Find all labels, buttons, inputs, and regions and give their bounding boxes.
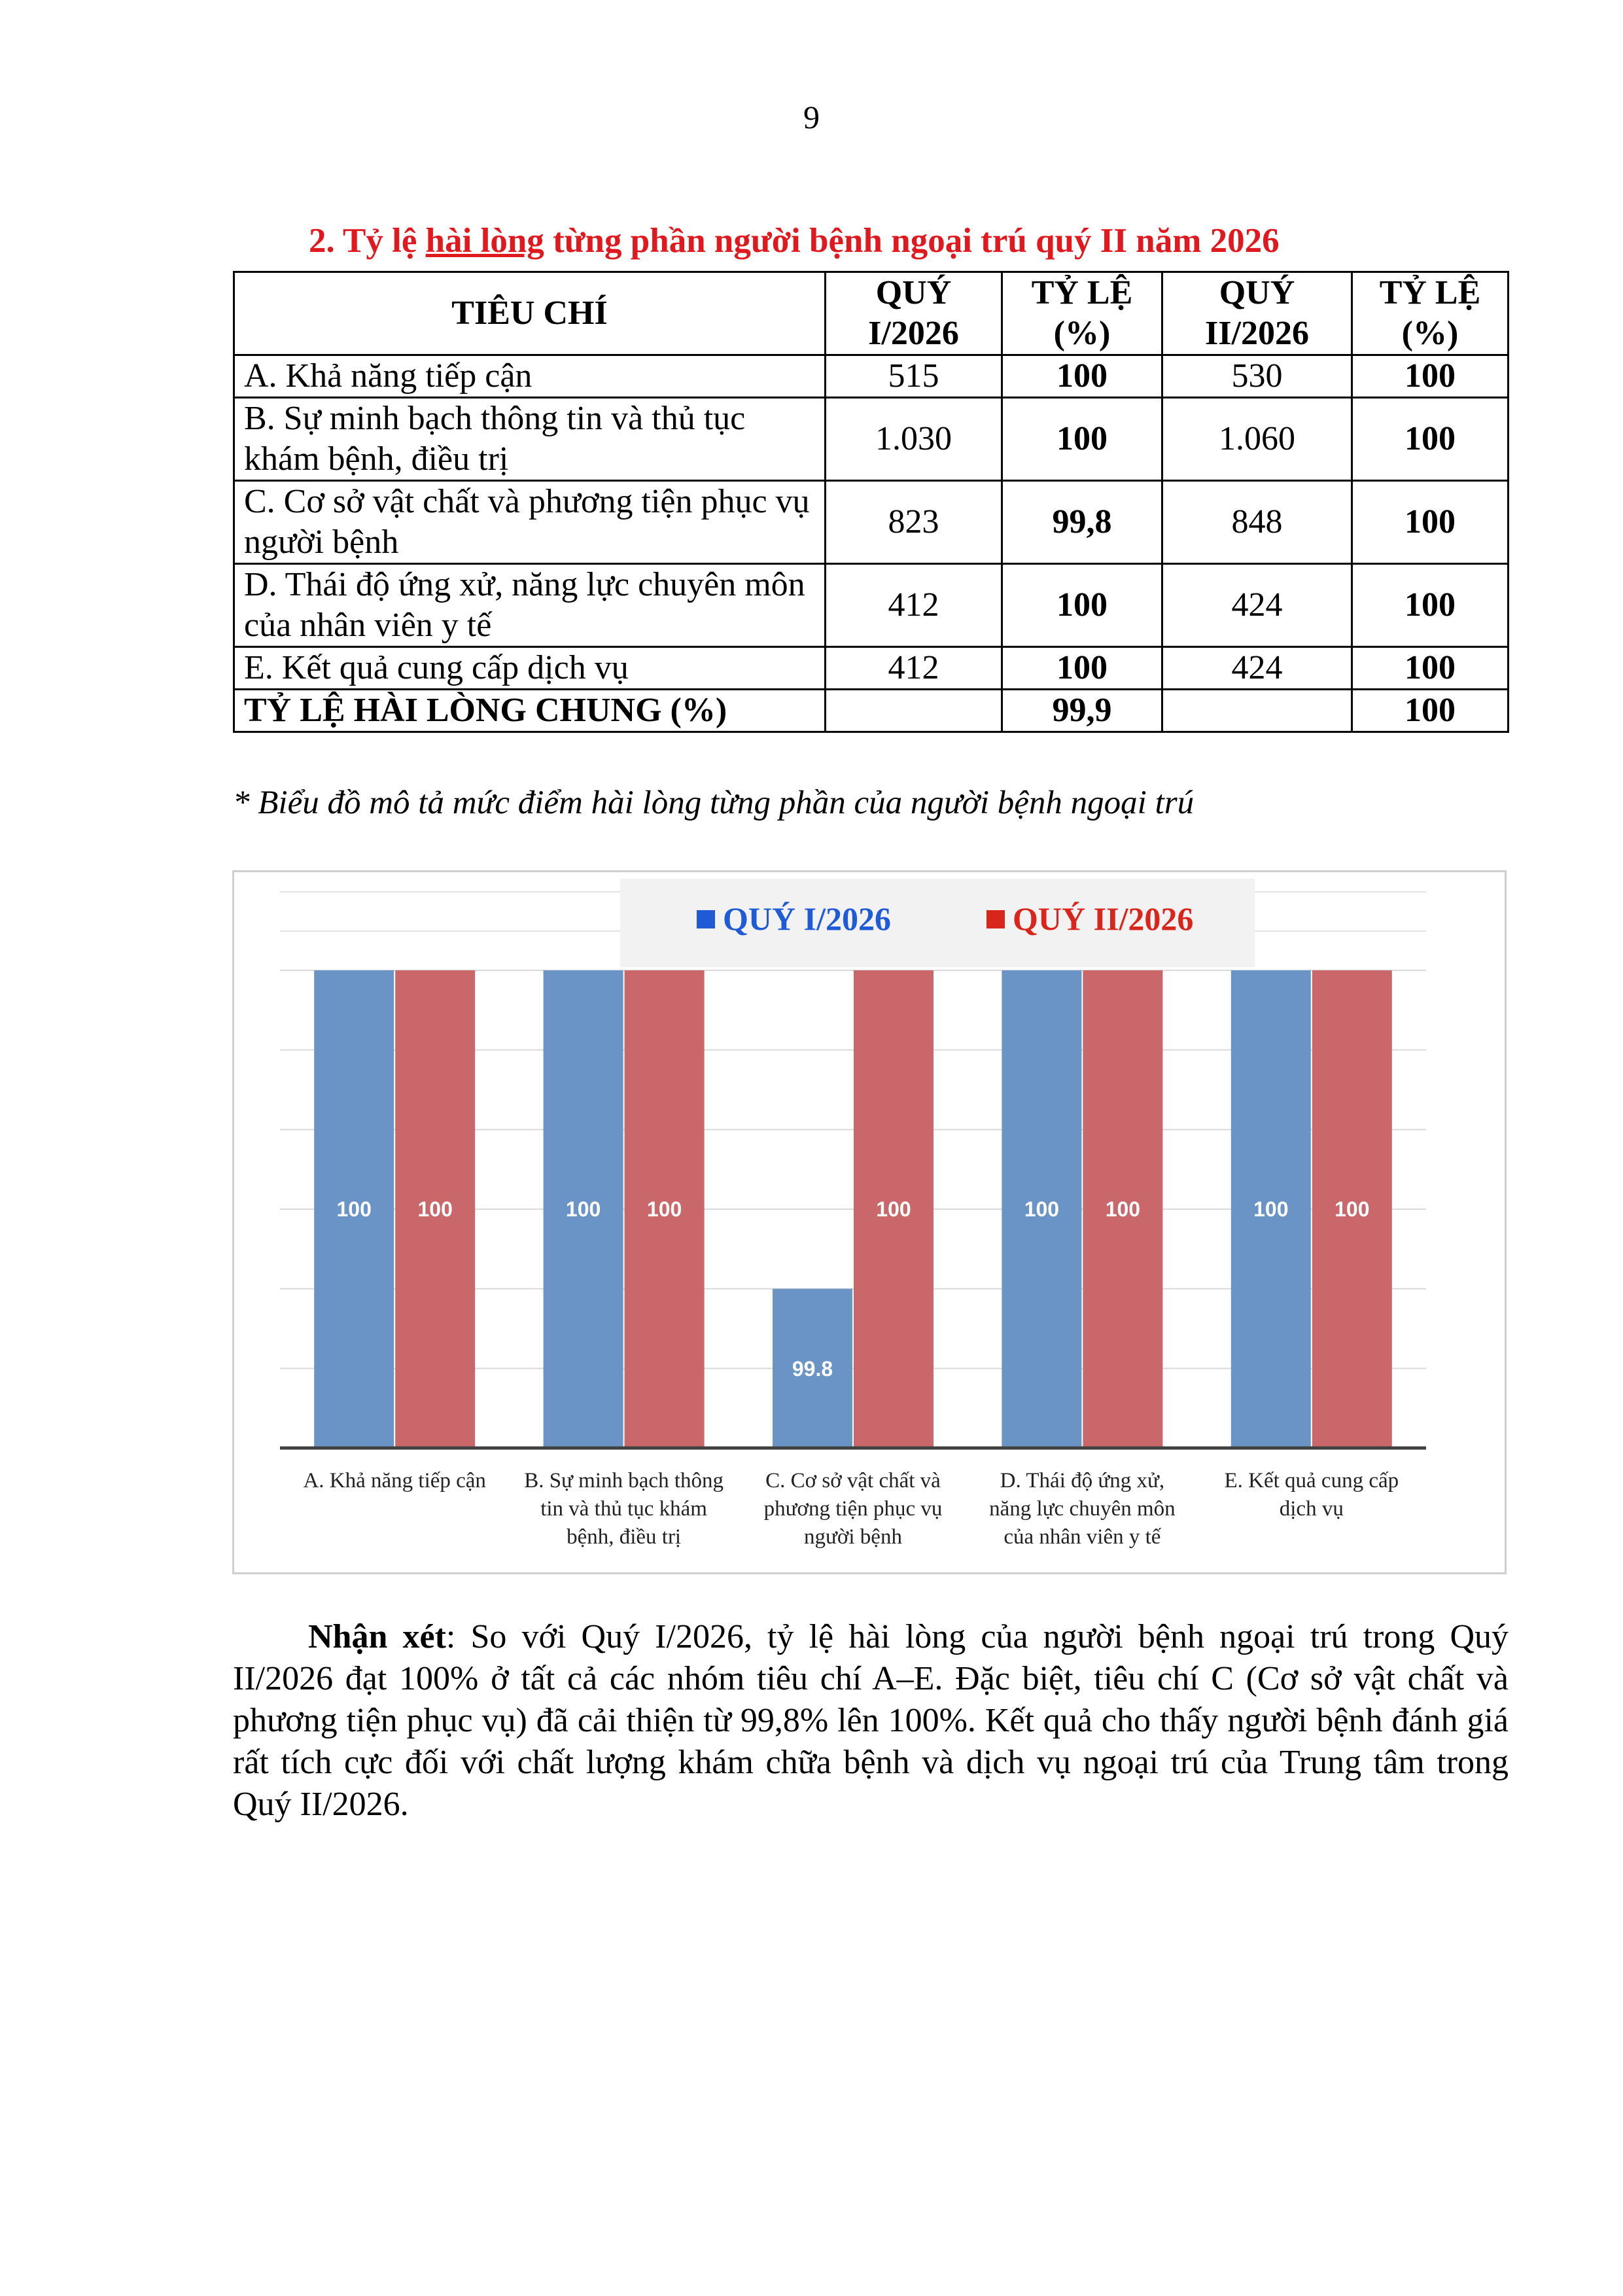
legend-label: QUÝ I/2026 xyxy=(723,900,891,937)
chart-svg xyxy=(234,872,1505,1572)
row-q2-rate: 100 xyxy=(1352,481,1509,564)
header-rate-q1: TỶ LỆ (%) xyxy=(1002,272,1162,355)
row-label: B. Sự minh bạch thông tin và thủ tục khám bệnh, điều trị xyxy=(234,398,826,481)
bar-data-label: 100 xyxy=(1253,1197,1289,1221)
category-label: A. Khả năng tiếp cận xyxy=(303,1469,486,1492)
section-title xyxy=(309,221,1280,260)
row-label: D. Thái độ ứng xử, năng lực chuyên môn của nhân viên y tế xyxy=(234,564,826,647)
row-q1-count: 515 xyxy=(826,355,1002,398)
bar-data-label: 100 xyxy=(646,1197,682,1221)
bar-data-label: 100 xyxy=(876,1197,911,1221)
table-row xyxy=(234,355,1509,398)
row-q1-count: 1.030 xyxy=(826,398,1002,481)
category-label: của nhân viên y tế xyxy=(1003,1525,1161,1549)
row-q1-rate: 99,8 xyxy=(1002,481,1162,564)
table-header-row xyxy=(234,272,1509,355)
bar-data-label: 100 xyxy=(565,1197,601,1221)
section-title-prefix: 2. Tỷ lệ xyxy=(309,222,426,260)
row-q1-count: 823 xyxy=(826,481,1002,564)
row-q2-rate: 100 xyxy=(1352,647,1509,690)
total-q1-rate: 99,9 xyxy=(1002,690,1162,732)
bar-data-label: 100 xyxy=(1105,1197,1141,1221)
comment-body: : So với Quý I/2026, tỷ lệ hài lòng của người bệnh ngoại trú trong Quý II/2026 đạt 100% ở tất cả các nhóm tiêu chí A–E. Đặc biệt, tiêu chí C (Cơ sở vật chất và phương tiện phục vụ) đã cải thiện từ 99,8% lên 100%. Kết quả cho thấy người bệnh đánh giá rất tích cực đối với chất lượng khám chữa bệnh và dịch vụ ngoại trú của Trung tâm trong Quý II/2026. xyxy=(233,1618,1509,1823)
row-q1-count: 412 xyxy=(826,564,1002,647)
bar-chart xyxy=(232,870,1507,1574)
row-q1-rate: 100 xyxy=(1002,355,1162,398)
category-label: bệnh, điều trị xyxy=(567,1525,682,1549)
row-q2-rate: 100 xyxy=(1352,355,1509,398)
row-q1-count: 412 xyxy=(826,647,1002,690)
legend-swatch xyxy=(986,910,1005,928)
header-rate-q2: TỶ LỆ (%) xyxy=(1352,272,1509,355)
total-label: TỶ LỆ HÀI LÒNG CHUNG (%) xyxy=(234,690,826,732)
total-q2-rate: 100 xyxy=(1352,690,1509,732)
page-number: 9 xyxy=(803,99,820,135)
header-q2: QUÝ II/2026 xyxy=(1162,272,1352,355)
category-label: người bệnh xyxy=(804,1525,902,1549)
row-q1-rate: 100 xyxy=(1002,398,1162,481)
total-q2-empty xyxy=(1162,690,1352,732)
row-q2-count: 424 xyxy=(1162,564,1352,647)
table-row xyxy=(234,564,1509,647)
row-q1-rate: 100 xyxy=(1002,564,1162,647)
row-q1-rate: 100 xyxy=(1002,647,1162,690)
category-label: B. Sự minh bạch thông xyxy=(524,1469,724,1492)
category-label: năng lực chuyên môn xyxy=(989,1497,1176,1521)
header-q1: QUÝ I/2026 xyxy=(826,272,1002,355)
table-row xyxy=(234,398,1509,481)
bar-data-label: 100 xyxy=(1024,1197,1060,1221)
comment-lead: Nhận xét xyxy=(308,1618,446,1655)
category-label: phương tiện phục vụ xyxy=(763,1497,943,1521)
bar-data-label: 100 xyxy=(336,1197,372,1221)
bar-data-label: 99.8 xyxy=(792,1357,833,1381)
category-label: D. Thái độ ứng xử, xyxy=(1000,1469,1165,1492)
row-label: A. Khả năng tiếp cận xyxy=(234,355,826,398)
row-q2-count: 848 xyxy=(1162,481,1352,564)
criteria-table xyxy=(233,271,1509,733)
header-criteria: TIÊU CHÍ xyxy=(234,272,826,355)
row-label: E. Kết quả cung cấp dịch vụ xyxy=(234,647,826,690)
bar-data-label: 100 xyxy=(1335,1197,1370,1221)
bar-data-label: 100 xyxy=(417,1197,453,1221)
row-q2-rate: 100 xyxy=(1352,564,1509,647)
row-q2-count: 1.060 xyxy=(1162,398,1352,481)
table-total-row xyxy=(234,690,1509,732)
section-title-suffix: từng phần người bệnh ngoại trú quý II năm 2026 xyxy=(544,222,1280,260)
row-q2-rate: 100 xyxy=(1352,398,1509,481)
row-q2-count: 530 xyxy=(1162,355,1352,398)
category-label: tin và thủ tục khám xyxy=(540,1497,707,1521)
table-row xyxy=(234,647,1509,690)
category-label: dịch vụ xyxy=(1279,1497,1344,1521)
comment-paragraph xyxy=(233,1616,1509,1826)
table-row xyxy=(234,481,1509,564)
row-q2-count: 424 xyxy=(1162,647,1352,690)
section-title-underlined: hài lòng xyxy=(425,222,544,260)
legend-label: QUÝ II/2026 xyxy=(1013,900,1194,937)
chart-caption: * Biểu đồ mô tả mức điểm hài lòng từng phần của người bệnh ngoại trú xyxy=(233,785,1195,821)
category-label: C. Cơ sở vật chất và xyxy=(765,1469,941,1492)
total-q1-empty xyxy=(826,690,1002,732)
category-label: E. Kết quả cung cấp xyxy=(1224,1469,1399,1492)
row-label: C. Cơ sở vật chất và phương tiện phục vụ người bệnh xyxy=(234,481,826,564)
legend-swatch xyxy=(697,910,715,928)
